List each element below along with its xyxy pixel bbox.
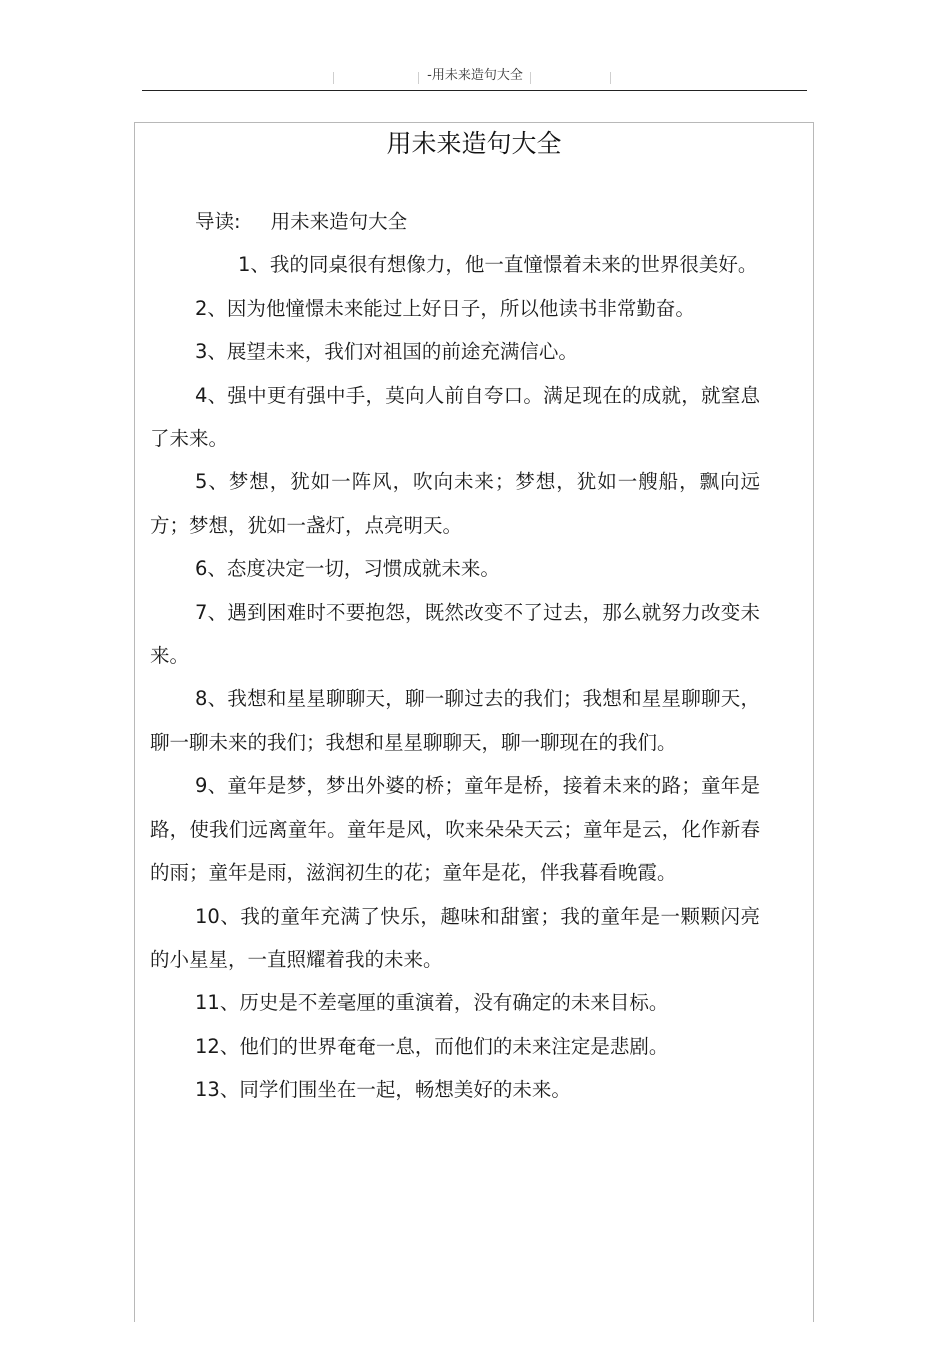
running-header-text: -用未来造句大全	[427, 68, 523, 83]
intro-text: 用未来造句大全	[270, 210, 408, 233]
sentence-paragraph: 7、遇到困难时不要抱怨，既然改变不了过去，那么就努力改变未来。	[150, 600, 760, 668]
sentence-paragraph: 12、他们的世界奄奄一息，而他们的未来注定是悲剧。	[195, 1034, 669, 1058]
intro-label: 导读:	[195, 210, 241, 233]
sentence-paragraph: 5、梦想，犹如一阵风，吹向未来；梦想，犹如一艘船，飘向远方；梦想，犹如一盏灯，点亮明天。	[150, 470, 760, 537]
sentence-paragraph: 13、同学们围坐在一起，畅想美好的未来。	[195, 1078, 571, 1102]
header-tick-mark	[530, 72, 531, 84]
sentence-paragraph: 4、强中更有强中手，莫向人前自夸口。满足现在的成就，就窒息了未来。	[150, 383, 760, 451]
header-rule	[142, 90, 807, 91]
sentence-paragraph: 11、历史是不差毫厘的重演着，没有确定的未来目标。	[195, 991, 669, 1015]
document-body	[150, 200, 760, 1112]
sentence-paragraph: 10、我的童年充满了快乐，趣味和甜蜜；我的童年是一颗颗闪亮的小星星，一直照耀着我的未来。	[150, 904, 760, 971]
document-title: 用未来造句大全	[386, 129, 562, 158]
sentence-paragraph: 8、我想和星星聊聊天，聊一聊过去的我们；我想和星星聊聊天，聊一聊未来的我们；我想和星星聊聊天，聊一聊现在的我们。	[150, 687, 760, 754]
sentence-paragraph: 2、因为他憧憬未来能过上好日子，所以他读书非常勤奋。	[195, 296, 695, 320]
sentence-paragraph: 3、展望未来，我们对祖国的前途充满信心。	[195, 340, 578, 364]
sentence-paragraph: 6、态度决定一切，习惯成就未来。	[195, 557, 500, 581]
running-header	[0, 66, 950, 86]
intro-line	[150, 200, 760, 243]
sentence-paragraph: 1、我的同桌很有想像力，他一直憧憬着未来的世界很美好。	[238, 253, 758, 277]
header-tick-mark	[333, 72, 334, 84]
header-tick-mark	[610, 72, 611, 84]
sentence-paragraph: 9、童年是梦，梦出外婆的桥；童年是桥，接着未来的路；童年是路，使我们远离童年。童年是风，吹来朵朵天云；童年是云，化作新春的雨；童年是雨，滋润初生的花；童年是花，伴我暮看晚霞。	[150, 774, 760, 885]
header-tick-mark	[418, 72, 419, 84]
